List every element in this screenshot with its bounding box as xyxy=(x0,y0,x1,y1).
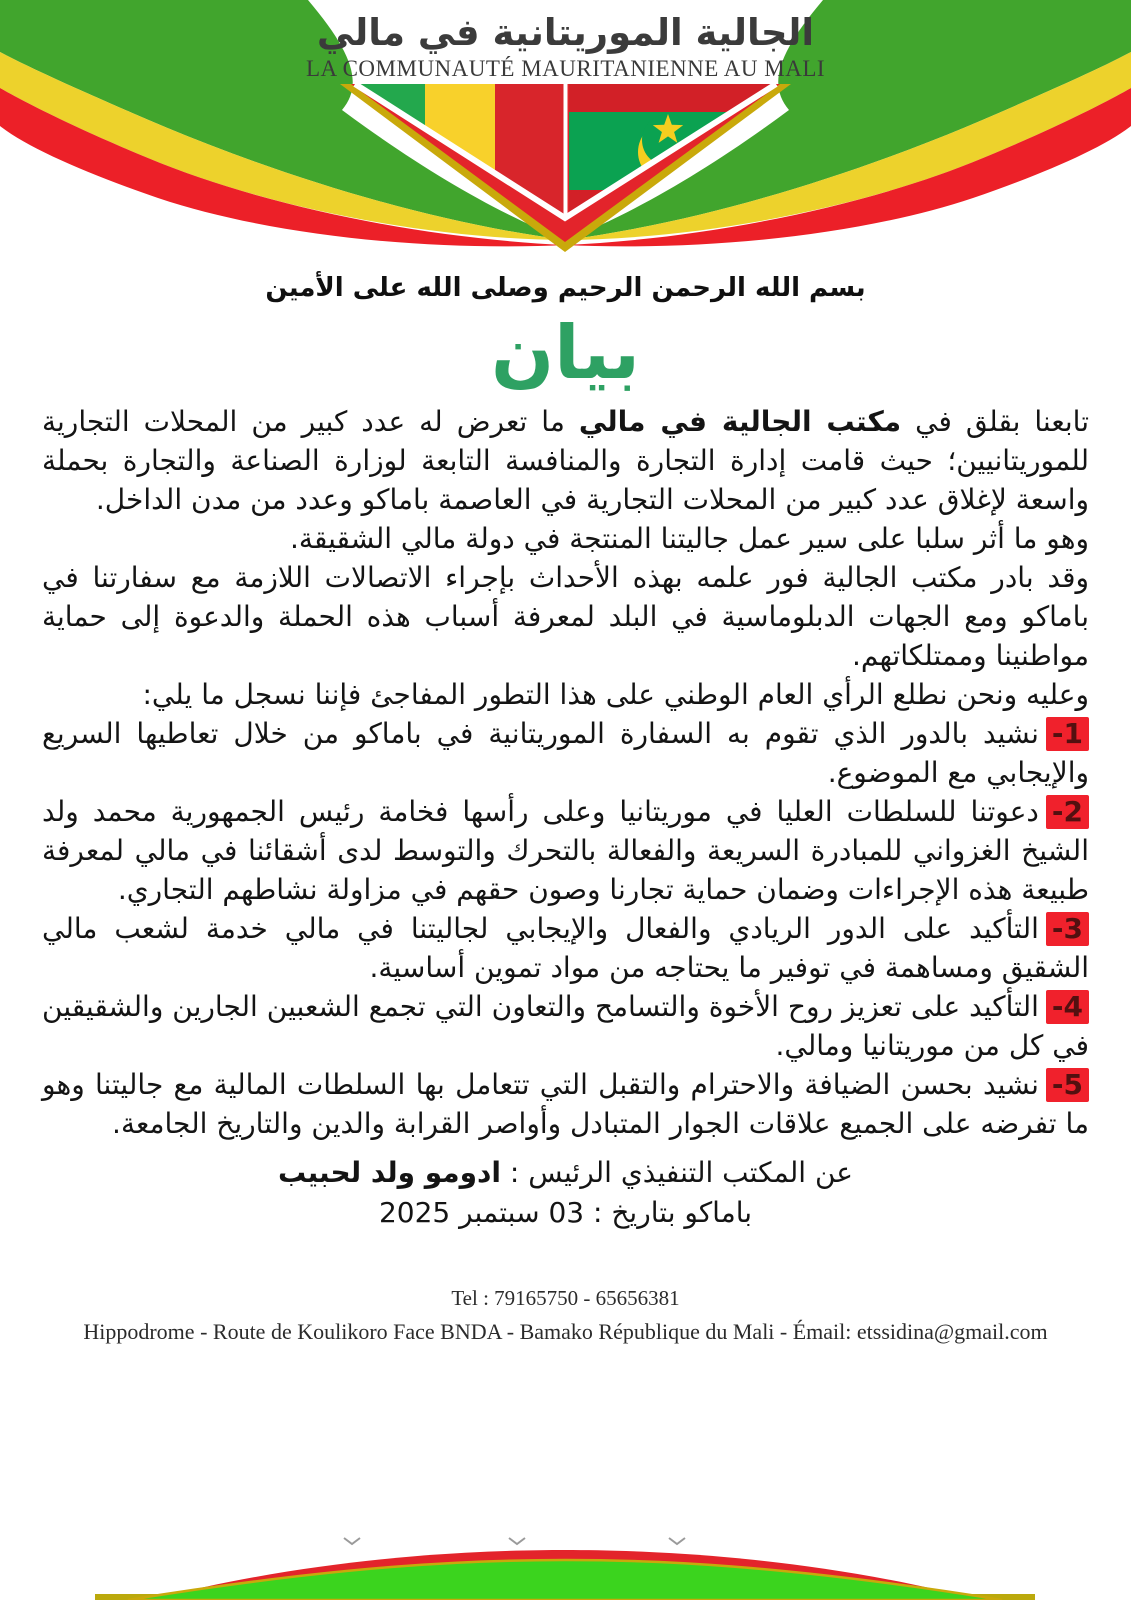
paragraph-2: وهو ما أثر سلبا على سير عمل جاليتنا المنتجة في دولة مالي الشقيقة. xyxy=(290,522,1089,555)
paragraph-4: وعليه ونحن نطلع الرأي العام الوطني على هذا التطور المفاجئ فإننا نسجل ما يلي: xyxy=(142,678,1089,711)
item-number-badge-3: 3- xyxy=(1046,912,1089,946)
chevron-mark-2 xyxy=(509,1538,525,1544)
item-text-5: نشيد بحسن الضيافة والاحترام والتقبل التي تتعامل بها السلطات المالية مع جاليتنا وهو ما تفرضه على الجميع علاقات الجوار المتبادل وأواصر القرابة والدين والتاريخ الجامعة. xyxy=(42,1068,1089,1140)
footer-tel: Tel : 79165750 - 65656381 xyxy=(451,1286,680,1310)
footer xyxy=(0,1285,1131,1347)
item-number-badge-4: 4- xyxy=(1046,990,1089,1024)
header-artwork xyxy=(0,0,1131,266)
item-text-3: التأكيد على الدور الريادي والفعال والإيجابي لجاليتنا في مالي خدمة لشعب مالي الشقيق ومساهمة في توفير ما يحتاجه من مواد تموين أساسية. xyxy=(42,912,1089,984)
chevron-mark-3 xyxy=(669,1538,685,1544)
signature-block xyxy=(0,1153,1131,1233)
item-number-badge-2: 2- xyxy=(1046,795,1089,829)
basmala: بسم الله الرحمن الرحيم وصلى الله على الأمين xyxy=(265,273,866,303)
paragraph-1-post: ما تعرض له عدد كبير من المحلات التجارية للموريتانيين؛ حيث قامت إدارة التجارة والمنافسة التابعة لوزارة الصناعة والتجارة بحملة واسعة لإغلاق عدد كبير من المحلات التجارية في العاصمة باماكو وعدد من مدن الداخل. xyxy=(42,405,1089,516)
item-text-1: نشيد بالدور الذي تقوم به السفارة الموريتانية في باماكو من خلال تعاطيها السريع والإيجابي مع الموضوع. xyxy=(42,717,1089,789)
statement-item-5 xyxy=(42,1065,1089,1143)
paragraph-3: وقد بادر مكتب الجالية فور علمه بهذه الأحداث بإجراء الاتصالات اللازمة مع سفارتنا في باماكو ومع الجهات الدبلوماسية في البلد لمعرفة أسباب هذه الحملة والدعوة إلى حماية مواطنينا وممتلكاتهم. xyxy=(42,561,1089,672)
statement-item-4 xyxy=(42,987,1089,1065)
statement-item-1 xyxy=(42,714,1089,792)
footer-mound-artwork xyxy=(0,1530,1131,1600)
signature-prefix: عن المكتب التنفيذي الرئيس : xyxy=(501,1156,854,1189)
item-number-badge-1: 1- xyxy=(1046,717,1089,751)
signature-line xyxy=(0,1153,1131,1193)
paragraph-1 xyxy=(42,402,1089,519)
statement-item-3 xyxy=(42,909,1089,987)
statement-body xyxy=(0,402,1131,1143)
statement-item-2 xyxy=(42,792,1089,909)
org-title-french: LA COMMUNAUTÉ MAURITANIENNE AU MALI xyxy=(305,55,826,81)
item-number-badge-5: 5- xyxy=(1046,1068,1089,1102)
chevron-mark-1 xyxy=(344,1538,360,1544)
footer-address: Hippodrome - Route de Koulikoro Face BNDA - Bamako République du Mali - Émail: etssidina@gmail.com xyxy=(83,1319,1048,1344)
mound-green-hill xyxy=(128,1560,1002,1600)
paragraph-1-pre: تابعنا بقلق في xyxy=(901,405,1089,438)
org-title-arabic: الجالية الموريتانية في مالي xyxy=(316,11,815,54)
signature-name: ادومو ولد لحبيب xyxy=(277,1156,502,1189)
item-text-2: دعوتنا للسلطات العليا في موريتانيا وعلى رأسها فخامة رئيس الجمهورية محمد ولد الشيخ الغزواني للمبادرة السريعة والفعالة بالتحرك والتوسط لدى أشقائنا في مالي لمعرفة طبيعة هذه الإجراءات وضمان حماية تجارنا وصون حقهم في مزاولة نشاطهم التجاري. xyxy=(42,795,1089,906)
flags-divider xyxy=(564,84,568,224)
paragraph-1-bold: مكتب الجالية في مالي xyxy=(578,405,902,438)
date-line: باماكو بتاريخ : 03 سبتمبر 2025 xyxy=(378,1196,753,1229)
item-text-4: التأكيد على تعزيز روح الأخوة والتسامح والتعاون التي تجمع الشعبين الجارين والشقيقين في كل من موريتانيا ومالي. xyxy=(42,990,1089,1062)
statement-title: بيان xyxy=(491,310,640,396)
